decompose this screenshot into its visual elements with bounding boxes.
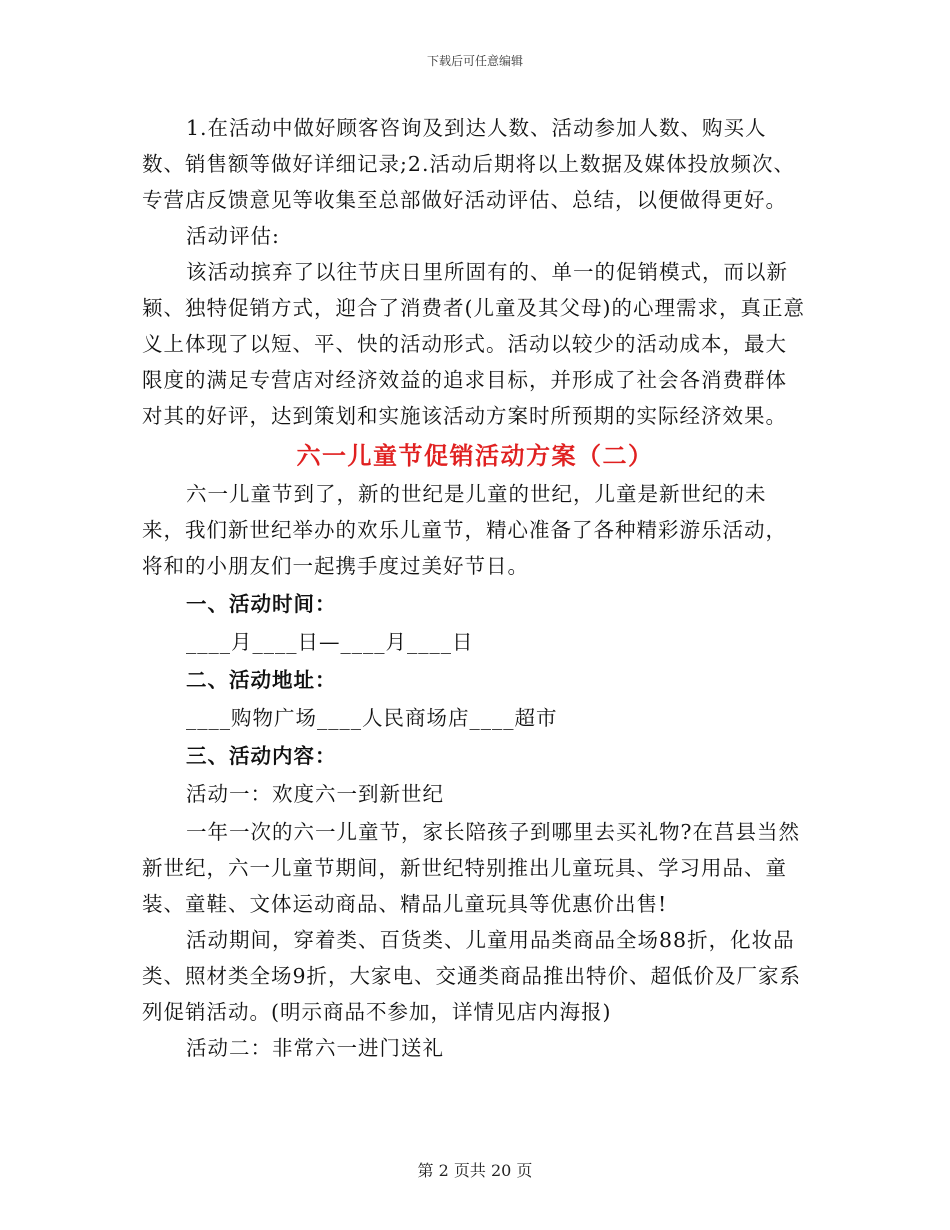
- page-footer: 第 2 页共 20 页: [417, 1161, 533, 1180]
- activity-one-title: 活动一：欢度六一到新世纪: [186, 782, 444, 806]
- document-body: [142, 110, 808, 1066]
- time-line: ____月____日—____月____日: [186, 630, 474, 654]
- section-title: 六一儿童节促销活动方案（二）: [296, 441, 654, 470]
- intro-paragraph: 六一儿童节到了，新的世纪是儿童的世纪，儿童是新世纪的未来，我们新世纪举办的欢乐儿童节，精心准备了各种精彩游乐活动，将和的小朋友们一起携手度过美好节日。: [142, 482, 787, 578]
- evaluation-body: 该活动摈弃了以往节庆日里所固有的、单一的促销模式，而以新颖、独特促销方式，迎合了消费者(儿童及其父母)的心理需求，真正意义上体现了以短、平、快的活动形式。活动以较少的活动成本，最大限度的满足专营店对经济效益的追求目标，并形成了社会各消费群体对其的好评，达到策划和实施该活动方案时所预期的实际经济效果。: [142, 260, 805, 428]
- activity-two-title: 活动二：非常六一进门送礼: [186, 1036, 444, 1060]
- location-line: ____购物广场____人民商场店____超市: [186, 706, 558, 730]
- evaluation-heading: 活动评估:: [186, 224, 280, 248]
- paragraph-records: 1.在活动中做好顾客咨询及到达人数、活动参加人数、购买人数、销售额等做好详细记录;2.活动后期将以上数据及媒体投放频次、专营店反馈意见等收集至总部做好活动评估、总结，以便做得更好。: [142, 116, 795, 212]
- activity-one-body: 一年一次的六一儿童节，家长陪孩子到哪里去买礼物?在莒县当然新世纪，六一儿童节期间，新世纪特别推出儿童玩具、学习用品、童装、童鞋、文体运动商品、精品儿童玩具等优惠价出售!: [142, 820, 800, 916]
- page-header: 下载后可任意编辑: [426, 54, 523, 68]
- heading-time: 一、活动时间：: [186, 592, 337, 616]
- heading-content: 三、活动内容：: [186, 744, 337, 768]
- activity-one-detail: 活动期间，穿着类、百货类、儿童用品类商品全场88折，化妆品类、照材类全场9折，大家电、交通类商品推出特价、超低价及厂家系列促销活动。(明示商品不参加，详情见店内海报): [142, 928, 802, 1024]
- heading-location: 二、活动地址：: [186, 668, 337, 692]
